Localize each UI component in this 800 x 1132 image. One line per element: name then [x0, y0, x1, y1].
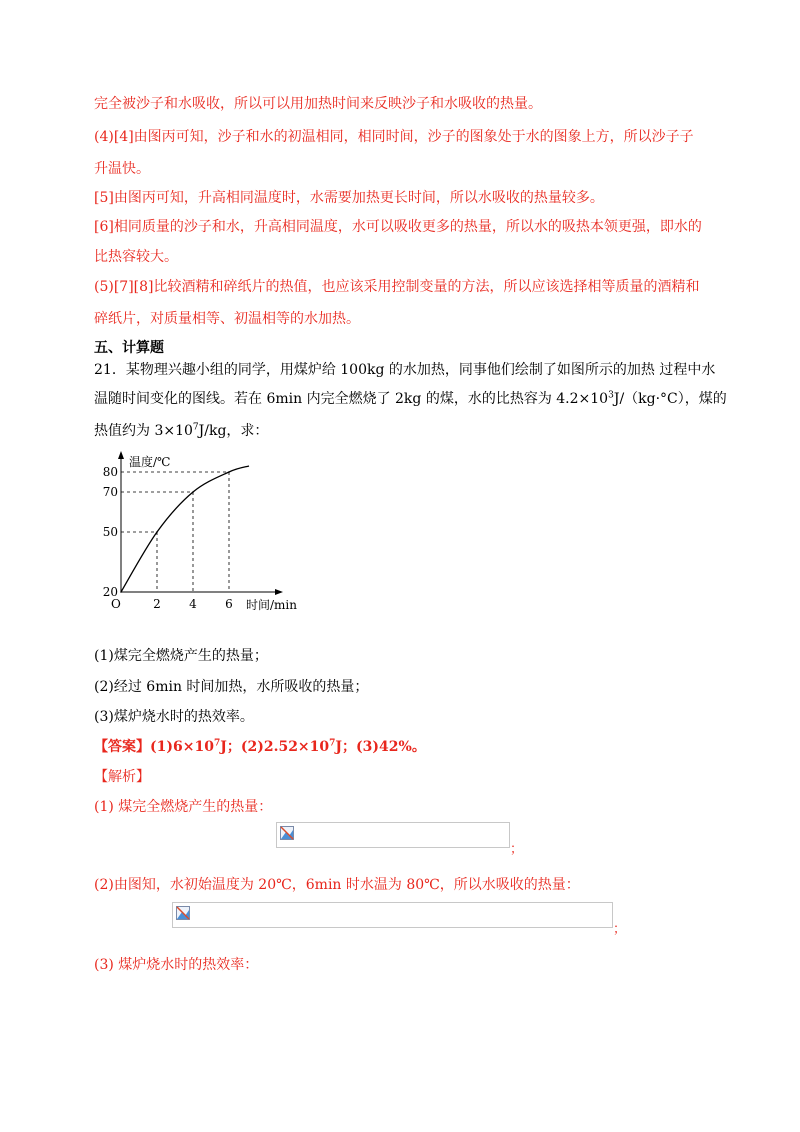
answer-line [94, 737, 426, 757]
answer-label: 【答案】 [94, 739, 150, 755]
semicolon: ； [510, 842, 524, 857]
formula-image-1 [276, 822, 510, 848]
question-line-3-text: 热值约为 3×10 [94, 423, 193, 439]
data-point [156, 531, 158, 533]
question-line-2-text: 温随时间变化的图线。若在 6min 内完全燃烧了 2kg 的煤，水的比热容为 4.2×10 [94, 391, 609, 407]
sub-question-3: (3)煤炉烧水时的热效率。 [94, 709, 254, 725]
broken-image-icon [280, 826, 294, 840]
formula-image-2 [172, 902, 613, 928]
question-line-2 [94, 389, 727, 409]
answer-2-unit: J； [335, 739, 357, 755]
analysis-line-8: 碎纸片，对质量相等、初温相等的水加热。 [94, 311, 360, 327]
analysis-line-3: 升温快。 [94, 161, 150, 177]
question-line-2-unit: J/（kg·°C），煤的 [613, 391, 727, 407]
y-tick-label: 80 [102, 465, 118, 479]
question-line-3-unit: J/kg，求： [198, 423, 269, 439]
temperature-time-chart [94, 447, 314, 617]
superscript: 7 [329, 738, 336, 749]
temperature-curve [121, 466, 249, 592]
analysis-step-1: (1) 煤完全燃烧产生的热量： [94, 799, 273, 815]
analysis-line-6: 比热容较大。 [94, 249, 178, 265]
y-axis-label: 温度/℃ [129, 455, 171, 469]
analysis-step-3: (3) 煤炉烧水时的热效率： [94, 957, 259, 973]
analysis-line-4: [5]由图丙可知，升高相同温度时，水需要加热更长时间，所以水吸收的热量较多。 [94, 190, 604, 206]
analysis-line-1: 完全被沙子和水吸收，所以可以用加热时间来反映沙子和水吸收的热量。 [94, 96, 542, 112]
x-tick-label: 2 [153, 597, 161, 611]
data-point [120, 591, 122, 593]
origin-label: O [111, 597, 121, 611]
analysis-line-2: (4)[4]由图丙可知，沙子和水的初温相同，相同时间，沙子的图象处于水的图象上方，所以沙子子 [94, 129, 694, 145]
analysis-line-7: (5)[7][8]比较酒精和碎纸片的热值，也应该采用控制变量的方法，所以应该选择相等质量的酒精和 [94, 279, 700, 295]
superscript: 7 [213, 738, 221, 749]
analysis-label: 【解析】 [94, 769, 150, 785]
x-axis-label: 时间/min [246, 598, 297, 612]
sub-question-1: (1)煤完全燃烧产生的热量； [94, 648, 268, 664]
semicolon: ； [613, 922, 627, 937]
y-axis-arrow [118, 451, 124, 459]
y-tick-label: 70 [102, 485, 118, 499]
answer-1-unit: J； [220, 739, 241, 755]
question-line-1: 21．某物理兴趣小组的同学，用煤炉给 100kg 的水加热，同事他们绘制了如图所示的加热 过程中水 [94, 362, 716, 378]
section-title: 五、计算题 [94, 340, 164, 356]
sub-question-2: (2)经过 6min 时间加热，水所吸收的热量； [94, 679, 369, 695]
data-point [192, 491, 194, 493]
x-axis-arrow [275, 589, 283, 595]
answer-1: (1)6×10 [150, 739, 214, 755]
superscript: 7 [192, 422, 199, 433]
x-tick-label: 6 [225, 597, 233, 611]
broken-image-icon [176, 906, 190, 920]
analysis-step-2: (2)由图知，水初始温度为 20℃，6min 时水温为 80℃，所以水吸收的热量： [94, 877, 580, 893]
question-line-3 [94, 421, 268, 441]
y-tick-label: 50 [102, 525, 118, 539]
answer-2: (2)2.52×10 [240, 739, 330, 755]
superscript: 3 [608, 390, 614, 401]
analysis-line-5: [6]相同质量的沙子和水，升高相同温度，水可以吸收更多的热量，所以水的吸热本领更强，即水的 [94, 219, 702, 235]
data-point [228, 471, 230, 473]
x-tick-label: 4 [189, 597, 197, 611]
answer-3: (3)42%。 [356, 739, 426, 755]
y-tick-label: 20 [102, 585, 118, 599]
